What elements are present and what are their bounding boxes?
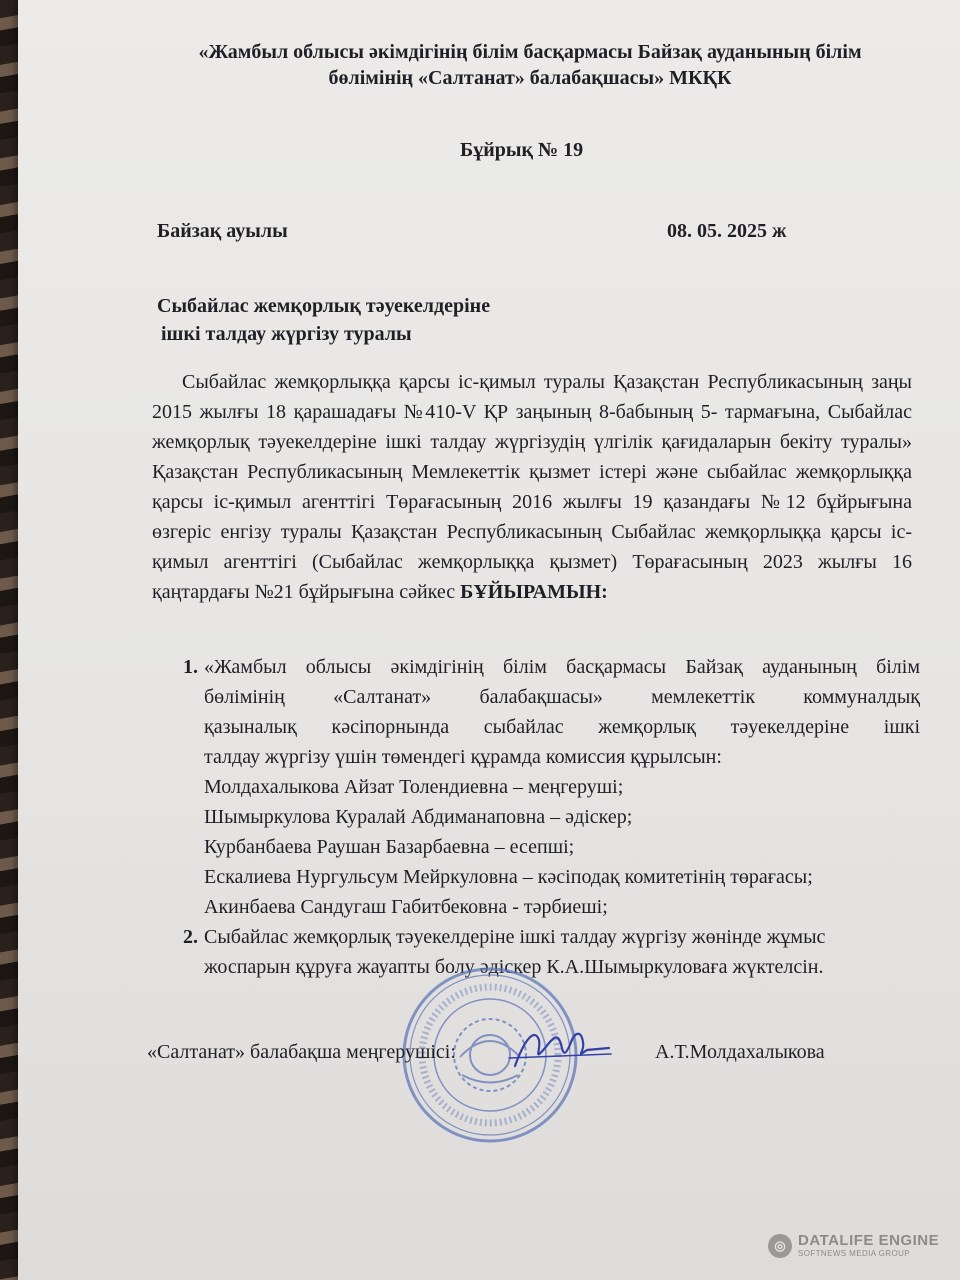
watermark-logo-icon: ◎ [768, 1234, 792, 1258]
item-line: «Жамбыл облысы әкімдігінің білім басқармасы Байзақ ауданының білім [204, 656, 920, 678]
subject-line-1: Сыбайлас жемқорлық тәуекелдеріне [157, 295, 491, 317]
watermark-title: DATALIFE ENGINE [798, 1232, 940, 1249]
preamble-text: Сыбайлас жемқорлыққа қарсы іс-қимыл туралы Қазақстан Республикасының заңы 2015 жылғы 18 қарашадағы №410-V ҚР заңының 8-бабының 5- тармағына, Сыбайлас жемқорлық тәуекелдеріне ішкі талдау жүргізудің үлгілік қағидаларын бекіту туралы» Қазақстан Республикасының Мемлекеттік қызмет істері және сыбайлас жемқорлыққа қарсы іс-қимыл агенттігі Төрағасының 2016 жылғы 19 қазандағы №12 бұйрығына өзгеріс енгізу туралы Қазақстан Республикасының Сыбайлас жемқорлыққа қарсы іс-қимыл агенттігі (Сыбайлас жемқорлыққа қызмет) Төрағасының 2023 жылғы 16 қаңтардағы №21 бұйрығына сәйкес [152, 371, 912, 603]
item-number: 2. [183, 926, 198, 948]
commission-member: Шымыркулова Куралай Абдиманаповна – әдіскер; [204, 806, 633, 828]
header-line-2: бөлімінің «Салтанат» балабақшасы» МКҚК [328, 67, 732, 89]
item-line: талдау жүргізу үшін төмендегі құрамда комиссия құрылсын: [204, 746, 722, 768]
order-items [150, 652, 920, 982]
signature-scribble [505, 1018, 615, 1078]
item-line: бөлімінің «Салтанат» балабақшасы» мемлекеттік коммуналдық [204, 686, 920, 708]
watermark [768, 1233, 939, 1259]
item-line: қазыналық кәсіпорнында сыбайлас жемқорлық тәуекелдеріне ішкі [204, 716, 920, 738]
signature-label: «Салтанат» балабақша меңгерушісі: [147, 1041, 456, 1063]
commission-member: Курбанбаева Раушан Базарбаевна – есепші; [204, 836, 575, 858]
order-title: Бұйрық № 19 [460, 139, 584, 161]
header-line-1: «Жамбыл облысы әкімдігінің білім басқармасы Байзақ ауданының білім [198, 41, 862, 63]
subject [157, 292, 490, 348]
commission-member: Акинбаева Сандугаш Габитбековна - тәрбиеші; [204, 896, 608, 918]
preamble-bold: БҰЙЫРАМЫН: [460, 581, 608, 603]
list-item [150, 652, 920, 922]
item-line: Сыбайлас жемқорлық тәуекелдеріне ішкі талдау жүргізу жөнінде жұмыс [204, 926, 826, 948]
watermark-subtitle: SOFTNEWS MEDIA GROUP [798, 1249, 911, 1258]
commission-member: Молдахалыкова Айзат Толендиевна – меңгеруші; [204, 776, 624, 798]
date: 08. 05. 2025 ж [667, 220, 787, 242]
commission-member: Ескалиева Нургульсум Мейркуловна – кәсіподақ комитетінің төрағасы; [204, 866, 813, 888]
preamble-paragraph [152, 367, 912, 607]
item-line: жоспарын құруға жауапты болу әдіскер К.А.Шымыркуловаға жүктелсін. [204, 956, 824, 978]
subject-line-2: ішкі талдау жүргізу туралы [161, 323, 412, 345]
place: Байзақ ауылы [157, 220, 288, 242]
signatory-name: А.Т.Молдахалыкова [655, 1041, 825, 1063]
item-number: 1. [183, 656, 198, 678]
